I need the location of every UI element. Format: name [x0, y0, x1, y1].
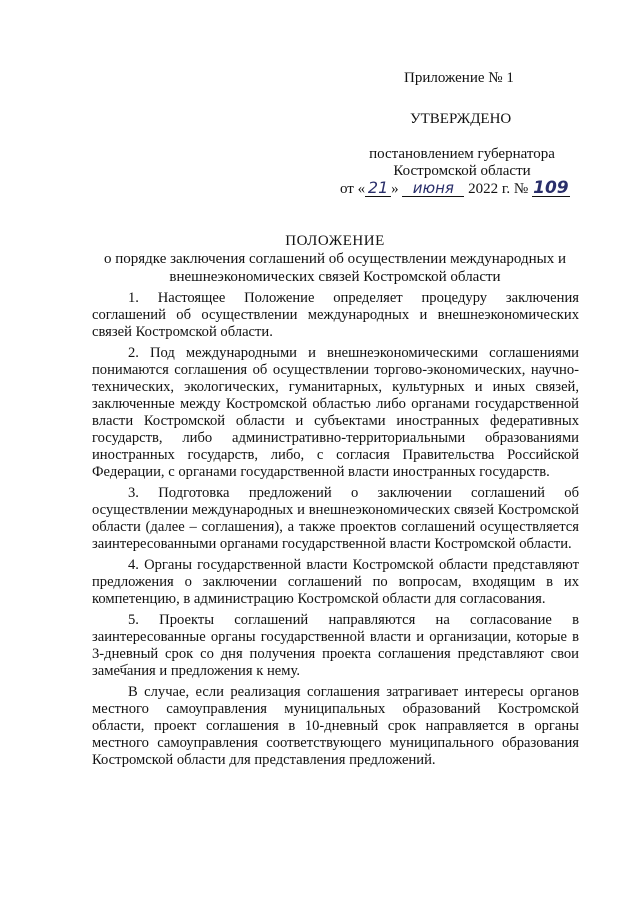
title-line-2: внешнеэкономических связей Костромской области: [169, 269, 501, 285]
handwritten-month: июня: [402, 180, 464, 197]
paragraph-2: 2. Под международными и внешнеэкономическими соглашениями понимаются соглашения об осуществлении торгово-экономических, научно-технических, экологических, гуманитарных, культурных и иных связей, заключенные между Костромской областью либо органами государственной власти Костромской области и субъектами иностранных федеративных государств, либо административно-территориальными образованиями иностранных государств, либо, с согласия Правительства Российской Федерации, с органами государственной власти иностранных государств.: [92, 345, 579, 480]
paragraph-1: 1. Настоящее Положение определяет процедуру заключения соглашений об осуществлении международных и внешнеэкономических связей Костромской области.: [92, 290, 579, 340]
date-mid: »: [391, 181, 399, 197]
handwritten-day: 21: [365, 180, 391, 197]
appendix-label: Приложение № 1: [404, 70, 514, 86]
decree-line-2: Костромской области: [393, 163, 531, 179]
title-line-1: о порядке заключения соглашений об осуществлении международных и: [103, 251, 567, 267]
decree-reference: [352, 146, 572, 180]
decree-date-line: [340, 180, 570, 198]
handwritten-decree-number: 109: [533, 178, 569, 198]
paragraph-4: 4. Органы государственной власти Костромской области представляют предложения о заключении соглашений по вопросам, входящим в их компетенцию, в администрацию Костромской области для согласования.: [92, 557, 579, 607]
date-prefix: от «: [340, 181, 366, 197]
paragraph-3: 3. Подготовка предложений о заключении соглашений об осуществлении международных и внешнеэкономических связей Костромской области (далее – соглашения), а также проектов соглашений осуществляется заинтересованными органами государственной власти Костромской области.: [92, 485, 579, 552]
title-main: ПОЛОЖЕНИЕ: [285, 233, 385, 249]
document-title: [60, 232, 610, 286]
decree-line-1: постановлением губернатора: [369, 146, 555, 162]
paragraph-6: В случае, если реализация соглашения затрагивает интересы органов местного самоуправления муниципальных образований Костромской области, проект соглашения в 10-дневный срок направляется в органы местного самоуправления соответствующего муниципального образования Костромской области для представления предложений.: [92, 684, 579, 768]
document-body: [92, 290, 579, 773]
paragraph-5: 5. Проекты соглашений направляются на согласование в заинтересованные органы государственной власти и организации, которые в 3-дневный срок со дня получения проекта соглашения представляют свои замечания и предложения к нему.: [92, 612, 579, 679]
approved-stamp-label: УТВЕРЖДЕНО: [410, 111, 512, 127]
date-year-number-label: 2022 г. №: [468, 181, 529, 197]
